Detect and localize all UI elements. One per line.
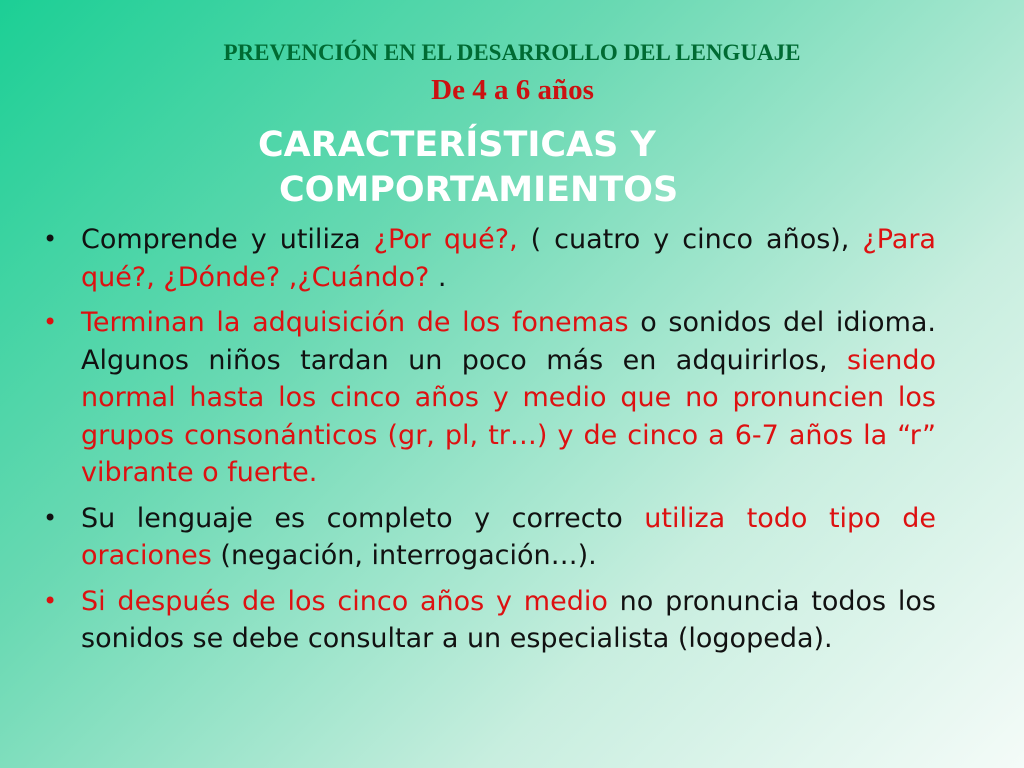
bullet-icon: • (43, 503, 58, 532)
bullet-item (40, 583, 936, 658)
slide-subtitle: De 4 a 6 años (431, 74, 594, 106)
bullet-icon: • (43, 308, 58, 336)
bullet-icon: • (43, 586, 58, 615)
bullet-text-segment: utiliza todo tipo de oraciones (81, 502, 936, 571)
bullet-text-segment: o sonidos del idioma. Algunos niños tardan un poco más en adquirirlos, (81, 307, 936, 376)
bullet-text-segment: . (429, 261, 447, 293)
bullet-text-segment: Terminan la adquisición de los fonemas (81, 307, 629, 338)
section-title (258, 123, 818, 213)
bullet-text-segment: Comprende y utiliza (81, 224, 374, 255)
bullet-text-segment: Su lenguaje es completo y correcto (81, 502, 645, 534)
bullet-text-segment: Si después de los cinco años y medio (81, 585, 608, 617)
slide-title: PREVENCIÓN EN EL DESARROLLO DEL LENGUAJE (223, 40, 801, 65)
bullet-list (40, 221, 936, 666)
bullet-item (40, 500, 936, 575)
bullet-text-segment: siendo normal hasta los cinco años y medio que no pronuncien los grupos consonánticos (gr, pl, tr…) y de cinco a 6-7 años la “r” vibrante o fuerte. (81, 344, 936, 488)
bullet-text-segment: ¿Por qué?, (373, 224, 518, 255)
bullet-text-segment: ¿Para qué?, ¿Dónde? ,¿Cuándo? (81, 224, 936, 293)
bullet-item (40, 304, 936, 492)
bullet-text-segment: no pronuncia todos los sonidos se debe consultar a un especialista (logopeda). (81, 585, 936, 654)
bullet-icon: • (43, 225, 58, 253)
bullet-text-segment: ( cuatro y cinco años), (517, 224, 863, 255)
slide-header (0, 38, 1024, 107)
section-title-line-1: CARACTERÍSTICAS Y (258, 125, 656, 165)
bullet-item (40, 221, 936, 296)
section-title-line-2: COMPORTAMIENTOS (279, 170, 679, 210)
bullet-text-segment: (negación, interrogación…). (211, 540, 597, 571)
